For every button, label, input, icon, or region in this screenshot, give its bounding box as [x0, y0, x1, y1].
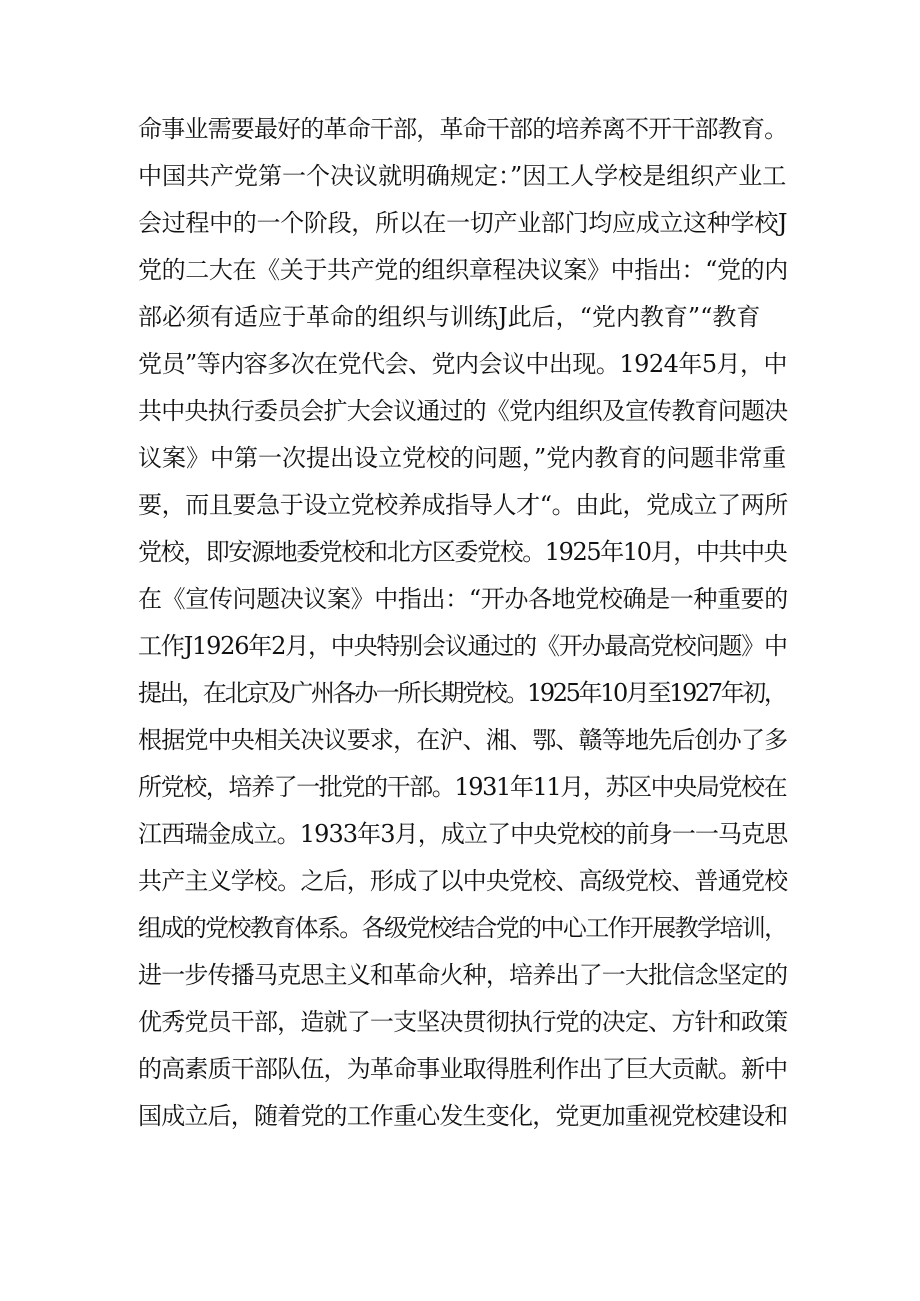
text-line: 江西瑞金成立。1933年3月，成立了中央党校的前身一一马克思 — [138, 820, 788, 848]
text-line: 党校，即安源地委党校和北方区委党校。1925年10月，中共中央 — [138, 538, 787, 566]
text-line: 部必须有适应于革命的组织与训练J此后，“党内教育”“教育 — [138, 303, 761, 331]
text-line: 国成立后，随着党的工作重心发生变化，党更加重视党校建设和 — [138, 1102, 788, 1130]
text-line: 共中央执行委员会扩大会议通过的《党内组织及宣传教育问题决 — [138, 397, 788, 425]
text-line: 会过程中的一个阶段，所以在一切产业部门均应成立这种学校J — [138, 209, 788, 237]
text-line: 的高素质干部队伍，为革命事业取得胜利作出了巨大贡献。新中 — [138, 1055, 788, 1083]
text-line: 工作J1926年2月，中央特别会议通过的《开办最高党校问题》中 — [138, 632, 787, 660]
text-line: 提出，在北京及广州各办一所长期党校。1925年10月至1927年初， — [138, 679, 786, 707]
text-line: 在《宣传问题决议案》中指出：“开办各地党校确是一种重要的 — [138, 585, 788, 613]
text-line: 中国共产党第一个决议就明确规定：”因工人学校是组织产业工 — [138, 162, 787, 190]
body-paragraph — [138, 106, 788, 1140]
text-line: 议案》中第一次提出设立党校的问题，”党内教育的问题非常重 — [138, 444, 787, 472]
text-line: 党员”等内容多次在党代会、党内会议中出现。1924年5月，中 — [138, 350, 788, 378]
text-line: 进一步传播马克思主义和革命火种，培养出了一大批信念坚定的 — [138, 961, 788, 989]
text-line: 组成的党校教育体系。各级党校结合党的中心工作开展教学培训， — [138, 914, 787, 942]
text-line: 要，而且要急于设立党校养成指导人才“。由此，党成立了两所 — [138, 491, 788, 519]
text-line: 优秀党员干部，造就了一支坚决贯彻执行党的决定、方针和政策 — [138, 1008, 788, 1036]
text-line: 根据党中央相关决议要求，在沪、湘、鄂、赣等地先后创办了多 — [138, 726, 788, 754]
text-line: 所党校，培养了一批党的干部。1931年11月，苏区中央局党校在 — [138, 773, 787, 801]
text-line: 党的二大在《关于共产党的组织章程决议案》中指出：“党的内 — [138, 256, 788, 284]
text-line: 共产主义学校。之后，形成了以中央党校、高级党校、普通党校 — [138, 867, 788, 895]
text-line: 命事业需要最好的革命干部，革命干部的培养离不开干部教育。 — [138, 115, 788, 143]
